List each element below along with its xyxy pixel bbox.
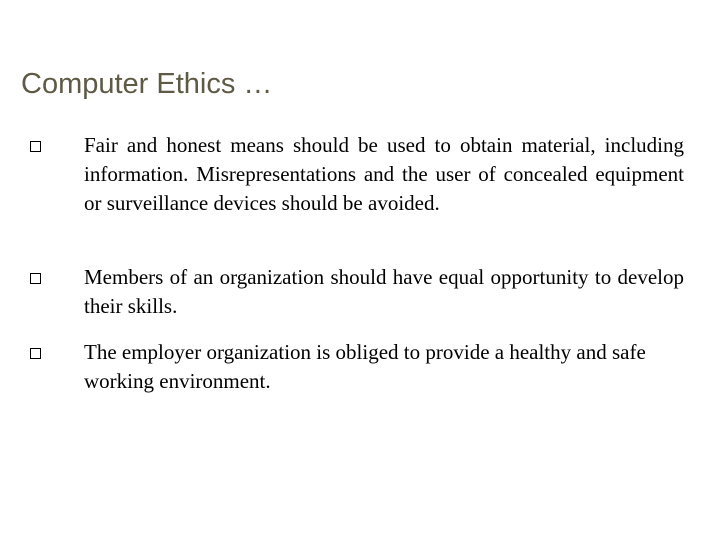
square-checkbox-icon [30,141,41,152]
bullet-text: Fair and honest means should be used to obtain material, including information. Misrepresentations and the user of concealed equipment or surveillance devices should be avoided. [84,133,684,215]
square-checkbox-icon [30,273,41,284]
bullet-text: The employer organization is obliged to provide a healthy and safe working environment. [84,340,646,393]
slide-title: Computer Ethics … [21,68,273,100]
square-checkbox-icon [30,348,41,359]
bullet-text: Members of an organization should have equal opportunity to develop their skills. [84,265,684,318]
